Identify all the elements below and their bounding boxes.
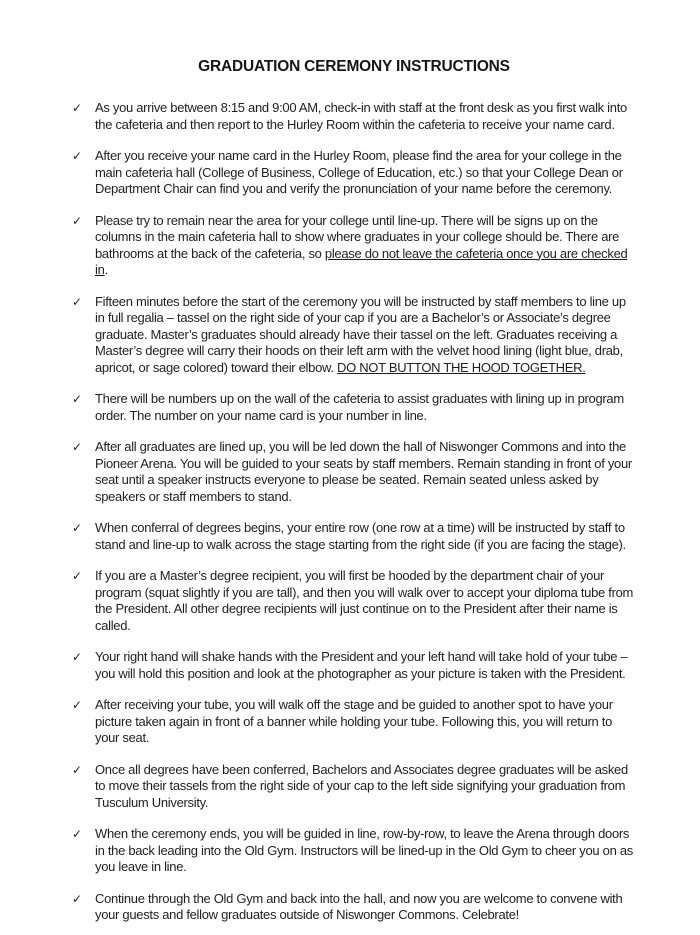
instruction-text: Please try to remain near the area for your college until line-up. There will be signs up on the columns in the main cafeteria hall to show where graduates in your college should be. There are bathrooms at the back of the cafeteria, so please do not leave the cafeteria once you are checked in. <box>95 212 628 277</box>
checkmark-icon: ✓ <box>72 440 82 454</box>
checkmark-icon: ✓ <box>72 521 82 535</box>
instruction-item <box>72 568 636 634</box>
checkmark-icon: ✓ <box>72 213 82 228</box>
instruction-text: Fifteen minutes before the start of the ceremony you will be instructed by staff members to line up in full regalia – tassel on the right side of your cap if you are a Bachelor’s or Associate’s degree graduate. Master’s graduates should already have their tassel on the left. Graduates receiving a Master’s degree will carry their hoods on their left arm with the velvet hood lining (light blue, drab, apricot, or sage colored) toward their elbow. DO NOT BUTTON THE HOOD TOGETHER. <box>95 293 626 375</box>
checkmark-icon: ✓ <box>72 891 82 906</box>
instruction-text: After you receive your name card in the Hurley Room, please find the area for your college in the main cafeteria hall (College of Business, College of Education, etc.) so that your College Dean or Department Chair can find you and verify the pronunciation of your name before the ceremony. <box>95 148 623 196</box>
instruction-item <box>72 213 636 279</box>
instruction-list <box>72 100 636 924</box>
instruction-text: After all graduates are lined up, you will be led down the hall of Niswonger Commons and into the Pioneer Arena. You will be guided to your seats by staff members. Remain standing in front of your seat until a speaker instructs everyone to please be seated. Remain seated unless asked by speakers or staff members to stand. <box>95 439 632 504</box>
checkmark-icon: ✓ <box>72 762 82 777</box>
instruction-text: When the ceremony ends, you will be guided in line, row-by-row, to leave the Arena through doors in the back leading into the Old Gym. Instructors will be lined-up in the Old Gym to cheer you on as you leave in line. <box>95 826 633 874</box>
checkmark-icon: ✓ <box>72 392 82 406</box>
instruction-item <box>72 891 636 924</box>
instruction-text: As you arrive between 8:15 and 9:00 AM, check-in with staff at the front desk as you first walk into the cafeteria and then report to the Hurley Room within the cafeteria to receive your name card. <box>95 100 627 132</box>
instruction-text: After receiving your tube, you will walk off the stage and be guided to another spot to have your picture taken again in front of a banner while holding your tube. Following this, you will return to your seat. <box>95 697 613 745</box>
instruction-text: Your right hand will shake hands with the President and your left hand will take hold of your tube – you will hold this position and look at the photographer as your picture is taken with the President. <box>95 649 628 681</box>
checkmark-icon: ✓ <box>72 827 82 841</box>
instruction-item <box>72 520 636 553</box>
instruction-text: There will be numbers up on the wall of the cafeteria to assist graduates with lining up in program order. The number on your name card is your number in line. <box>95 391 624 423</box>
instruction-item <box>72 439 636 505</box>
instruction-item <box>72 649 636 682</box>
document-title: GRADUATION CEREMONY INSTRUCTIONS <box>198 58 510 75</box>
checkmark-icon: ✓ <box>72 149 82 163</box>
checkmark-icon: ✓ <box>72 650 82 664</box>
instruction-text: If you are a Master’s degree recipient, you will first be hooded by the department chair of your program (squat slightly if you are tall), and then you will walk over to accept your diploma tube from the President. All other degree recipients will just continue on to the President after their name is called. <box>95 568 634 633</box>
checkmark-icon: ✓ <box>72 569 82 583</box>
instruction-item <box>72 148 636 198</box>
instruction-item <box>72 294 636 377</box>
checkmark-icon: ✓ <box>72 294 82 309</box>
checkmark-icon: ✓ <box>72 101 82 115</box>
instruction-text: Continue through the Old Gym and back into the hall, and now you are welcome to convene with your guests and fellow graduates outside of Niswonger Commons. Celebrate! <box>95 890 623 922</box>
instruction-text: Once all degrees have been conferred, Bachelors and Associates degree graduates will be asked to move their tassels from the right side of your cap to the left side signifying your graduation from Tusculum University. <box>95 761 628 810</box>
instruction-item <box>72 826 636 876</box>
instruction-text: When conferral of degrees begins, your entire row (one row at a time) will be instructed by staff to stand and line-up to walk across the stage starting from the right side (if you are facing the stage). <box>95 520 626 552</box>
instruction-item <box>72 762 636 812</box>
checkmark-icon: ✓ <box>72 698 82 712</box>
instruction-item <box>72 391 636 424</box>
instruction-item <box>72 697 636 747</box>
instruction-item <box>72 100 636 133</box>
